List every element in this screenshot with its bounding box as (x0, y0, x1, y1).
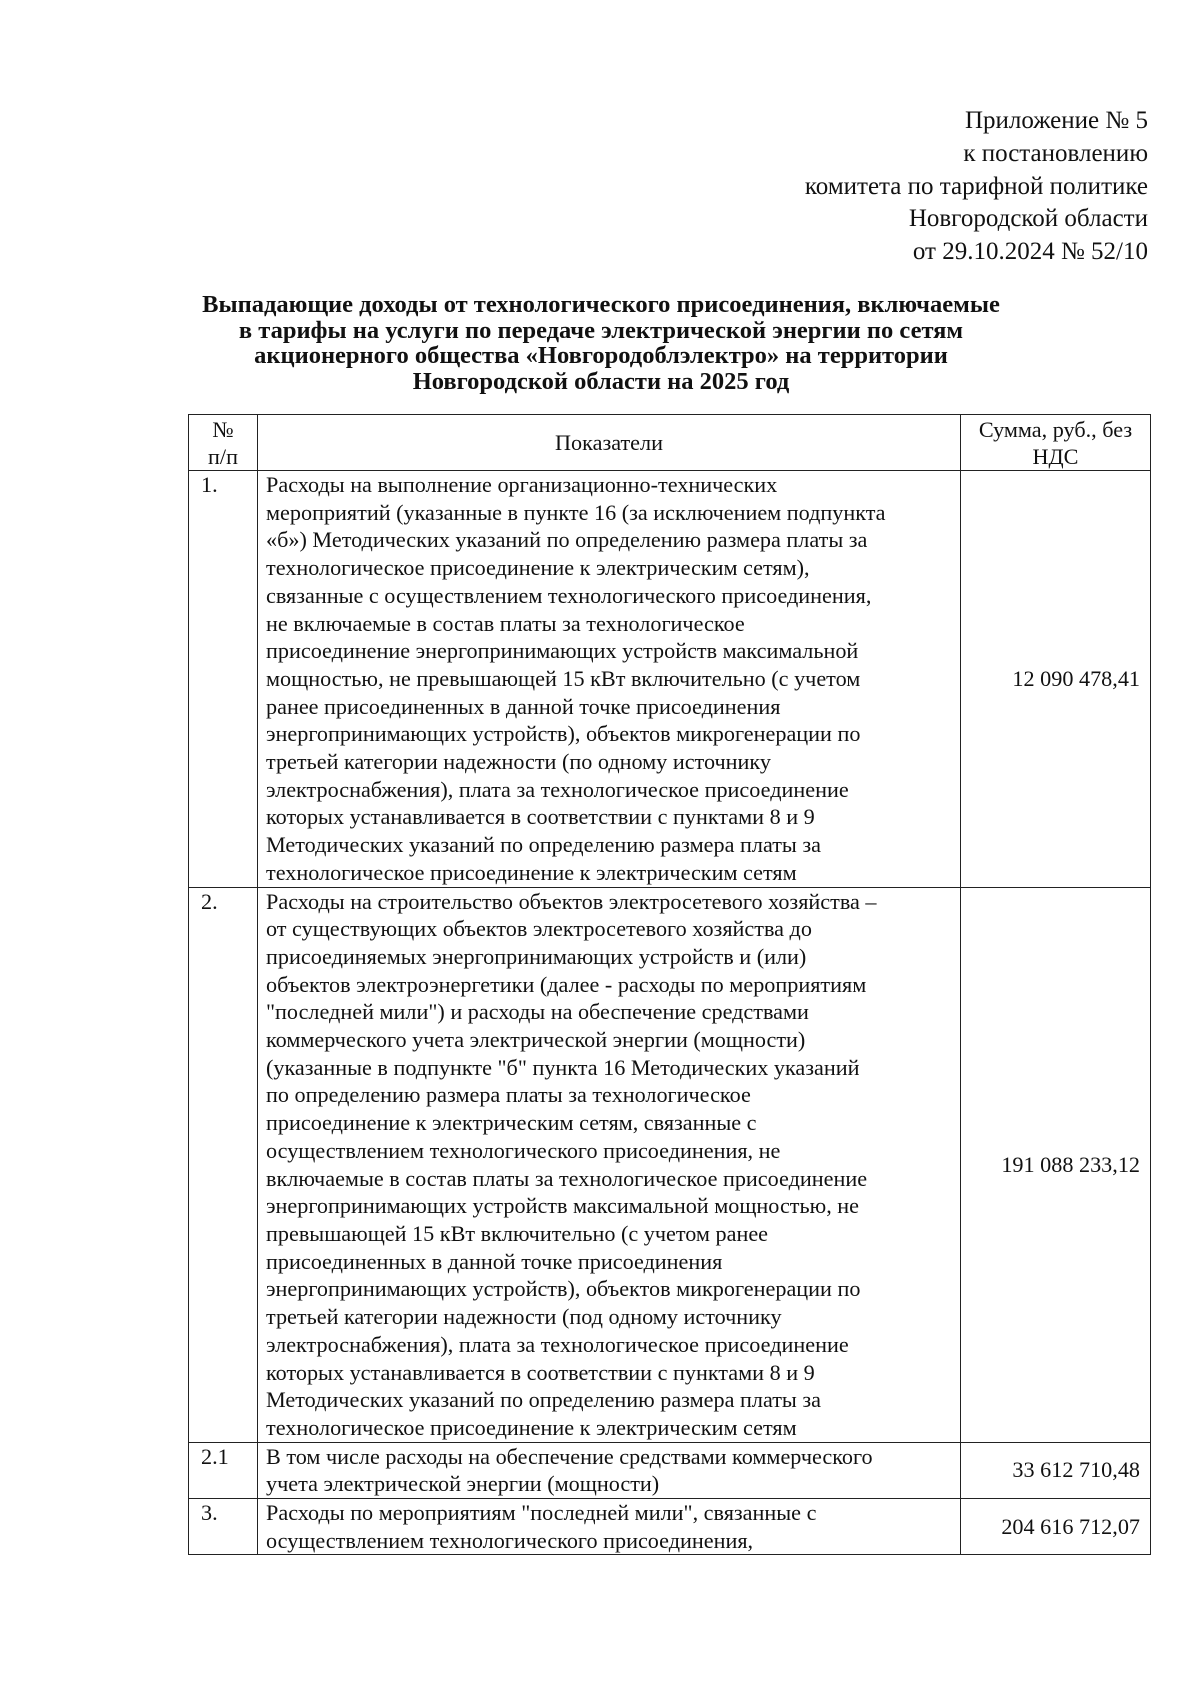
header-indicators: Показатели (258, 415, 961, 471)
table-row (189, 887, 1151, 1442)
indicator-line: Расходы на выполнение организационно-технических (266, 472, 778, 497)
indicator-line: присоединение энергопринимающих устройств максимальной (266, 638, 859, 664)
header-number-line: № (212, 417, 234, 442)
indicator-line: превышающей 15 кВт включительно (с учетом ранее (266, 1220, 769, 1246)
row-sum: 33 612 710,48 (961, 1442, 1151, 1498)
indicator-line: осуществлением технологического присоединения, (266, 1527, 754, 1553)
title-line: Выпадающие доходы от технологического присоединения, включаемые (202, 291, 1000, 318)
indicator-line: коммерческого учета электрической энергии (мощности) (266, 1027, 806, 1053)
income-table (188, 414, 1151, 1555)
appendix-line: от 29.10.2024 № 52/10 (912, 238, 1148, 266)
row-number: 2.1 (189, 1442, 258, 1498)
appendix-line: Новгородской области (908, 205, 1148, 233)
indicator-line: которых устанавливается в соответствии с пунктами 8 и 9 (266, 1359, 815, 1385)
row-indicator (258, 887, 961, 1442)
indicator-line: присоединенных в данной точке присоединения (266, 1248, 723, 1274)
header-sum-line: Сумма, руб., без (978, 417, 1133, 442)
table-row (189, 1499, 1151, 1555)
indicator-line: третьей категории надежности (по одному источнику (266, 749, 771, 775)
indicator-line: присоединяемых энергопринимающих устройств и (или) (266, 943, 807, 969)
indicator-line: В том числе расходы на обеспечение средствами коммерческого (266, 1443, 873, 1469)
row-number: 2. (189, 887, 258, 1442)
indicator-line: Методических указаний по определению размера платы за (266, 832, 821, 858)
indicator-line: Методических указаний по определению размера платы за (266, 1387, 821, 1413)
row-indicator (258, 1442, 961, 1498)
indicator-line: включаемые в состав платы за технологическое присоединение (266, 1165, 868, 1191)
indicator-line: электроснабжения), плата за технологическое присоединение (266, 776, 849, 802)
indicator-line: "последней мили") и расходы на обеспечение средствами (266, 999, 809, 1025)
indicator-line: технологическое присоединение к электрическим сетям), (266, 555, 810, 581)
indicator-line: мощностью, не превышающей 15 кВт включительно (с учетом (266, 665, 861, 691)
indicator-line: объектов электроэнергетики (далее - расходы по мероприятиям (266, 971, 867, 997)
appendix-reference (805, 105, 1148, 269)
header-number (189, 415, 258, 471)
row-number: 3. (189, 1499, 258, 1555)
indicator-line: энергопринимающих устройств), объектов микрогенерации по (266, 1276, 861, 1302)
indicator-line: Расходы по мероприятиям "последней мили", связанные с (266, 1500, 817, 1526)
row-indicator (258, 471, 961, 888)
indicator-line: третьей категории надежности (под одному источнику (266, 1304, 782, 1330)
row-sum: 204 616 712,07 (961, 1499, 1151, 1555)
row-sum: 12 090 478,41 (961, 471, 1151, 888)
appendix-line: комитета по тарифной политике (804, 172, 1148, 200)
indicator-line: от существующих объектов электросетевого хозяйства до (266, 916, 812, 942)
indicator-line: «б») Методических указаний по определению размера платы за (266, 527, 868, 553)
indicator-line: учета электрической энергии (мощности) (266, 1471, 660, 1497)
header-sum (961, 415, 1151, 471)
indicator-line: по определению размера платы за технологическое (266, 1082, 751, 1108)
document-title (150, 292, 1052, 394)
row-number: 1. (189, 471, 258, 888)
indicator-line: энергопринимающих устройств), объектов микрогенерации по (266, 721, 861, 747)
indicator-line: ранее присоединенных в данной точке присоединения (266, 693, 781, 719)
indicator-line: энергопринимающих устройств максимальной мощностью, не (266, 1193, 860, 1219)
table-row (189, 471, 1151, 888)
header-number-line: п/п (208, 444, 238, 469)
indicator-line: связанные с осуществлением технологического присоединения, (266, 582, 872, 608)
indicator-line: не включаемые в состав платы за технологическое (266, 610, 745, 636)
table-header-row (189, 415, 1151, 471)
indicator-line: мероприятий (указанные в пункте 16 (за исключением подпункта (266, 499, 886, 525)
title-line: в тарифы на услуги по передаче электрической энергии по сетям (238, 316, 964, 344)
row-sum: 191 088 233,12 (961, 887, 1151, 1442)
indicator-line: электроснабжения), плата за технологическое присоединение (266, 1331, 849, 1357)
title-line: акционерного общества «Новгородоблэлектро» на территории (254, 342, 948, 369)
appendix-line: Приложение № 5 (964, 107, 1148, 134)
table-row (189, 1442, 1151, 1498)
title-line: Новгородской области на 2025 год (412, 367, 790, 395)
indicator-line: осуществлением технологического присоединения, не (266, 1137, 781, 1163)
indicator-line: технологическое присоединение к электрическим сетям (266, 859, 797, 885)
indicator-line: которых устанавливается в соответствии с пунктами 8 и 9 (266, 804, 815, 830)
header-sum-line: НДС (1032, 444, 1079, 469)
indicator-line: технологическое присоединение к электрическим сетям (266, 1414, 797, 1440)
row-indicator (258, 1499, 961, 1555)
appendix-line: к постановлению (963, 139, 1148, 167)
indicator-line: (указанные в подпункте "б" пункта 16 Методических указаний (266, 1054, 860, 1080)
indicator-line: присоединение к электрическим сетям, связанные с (266, 1110, 757, 1136)
indicator-line: Расходы на строительство объектов электросетевого хозяйства – (266, 888, 877, 914)
